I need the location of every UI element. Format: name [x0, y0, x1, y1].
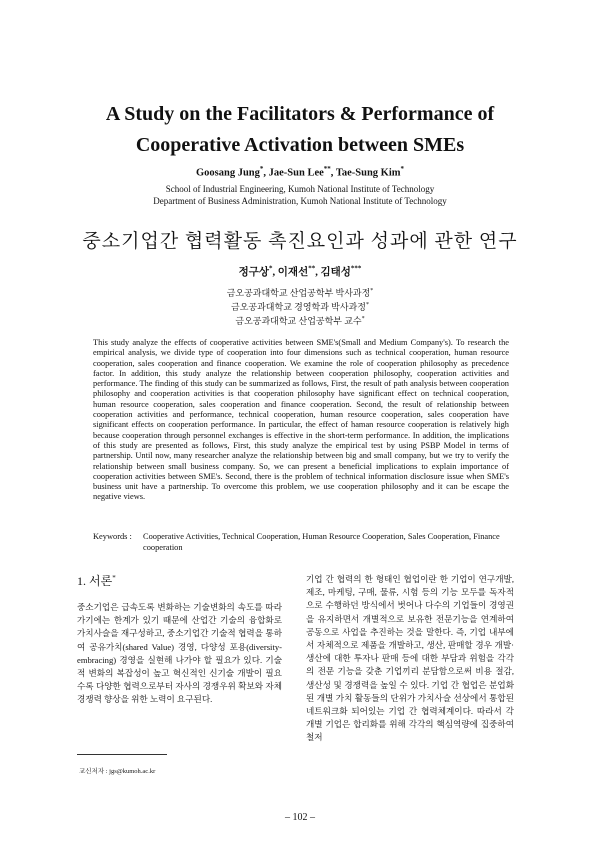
authors-ko: 정구상*, 이재선**, 김태성*** [238, 264, 362, 278]
affiliation-ko-3-mark: * [361, 316, 365, 322]
footnote-divider [77, 754, 167, 755]
affiliation-ko-2-mark: * [365, 302, 369, 308]
keywords [93, 531, 513, 553]
page-number: – 102 – [285, 812, 315, 823]
author-en-2-mark: ** [323, 165, 331, 173]
title-en-line-1: A Study on the Facilitators & Performance of [105, 103, 495, 125]
keywords-text: Cooperative Activities, Technical Cooperation, Human Resource Cooperation, Sales Cooperation, Finance cooperation [143, 532, 500, 552]
author-ko-2: 이재선 [277, 267, 309, 278]
title-en-line-2: Cooperative Activation between SMEs [135, 134, 465, 156]
author-ko-3-mark: *** [350, 264, 362, 273]
author-en-3-mark: * [400, 165, 404, 173]
affiliation-ko-1 [0, 285, 600, 299]
affiliation-ko-3-text: 금오공과대학교 산업공학부 교수 [235, 316, 362, 326]
affiliation-ko-3 [0, 313, 600, 327]
abstract: This study analyze the effects of cooperative activities between SME's(Small and Medium Company's). To research the empirical analysis, we divide type of cooperation into four dimensions such as technical cooperation, human resource cooperation, sales cooperation and finance cooperation. We examine the role of cooperation philosophy as precedence factor. In addition, this study analyze the relationship between cooperation philosophy, cooperation activities and performance. The finding of this study can be summarized as follows, First, the result of path analysis between cooperation philosophy and cooperation activities is that cooperation philosophy have significant effect on technical cooperation, human resource cooperation, sales cooperation and finance cooperation. Second, the result of relationship between cooperation activities and performance, technical cooperation, human resource cooperation, sales cooperation have significant effects on cooperation performance. In particular, the effect of haman resource cooperation is relatively high because cooperation through personnel exchanges is effective in the short-term performance. In addition, the implications of this study are presented as follows, First, this study analyze the empirical test by using PSBP Model in terms of partnership. Until now, many researcher analyze the relationship between big and small company, but we try to verify the relationship between small business company. So, we can present a beneficial implications to explain importance of cooperation activities between SME's. Second, there is the problem of technical information disclosure issue when SME's business unit have a partnership. To overcome this problem, we use cooperation philosophy and it can be escape the negative views. [93, 338, 509, 502]
affiliation-ko-2 [0, 299, 600, 313]
author-en-3: Tae-Sung Kim [335, 167, 401, 179]
author-en-1-mark: * [259, 165, 264, 173]
author-ko-1: 정구상 [238, 267, 270, 278]
affiliation-en-1: School of Industrial Engineering, Kumoh National Institute of Technology [165, 184, 435, 194]
body-column-left: 중소기업은 급속도록 변화하는 기술변화의 속도를 따라가기에는 한계가 있기 때문에 산업간 기술의 융합화로 가치사슬을 재구성하고, 중소기업간 기술적 협력을 통하여 공유가치(shared Value) 경영, 다양성 포용(diversity-embracing) 경영을 실현해 나가야 할 필요가 있다. 기술적 변화의 복잡성이 높고 혁신적인 신기술 개발이 필요수록 다양한 협력으로부터 자사의 경쟁우위 확보와 자체 경쟁력 향상을 위한 노력이 요구된다. [77, 602, 282, 705]
author-en-1: Goosang Jung [195, 167, 260, 179]
author-ko-3: 김태성 [320, 267, 351, 278]
affiliation-en-2: Department of Business Administration, Kumoh National Institute of Technology [153, 196, 447, 206]
author-en-2: Jae-Sun Lee [268, 167, 324, 179]
keywords-label: Keywords : [93, 532, 132, 541]
affiliation-ko-1-text: 금오공과대학교 산업공학부 박사과정 [226, 288, 371, 298]
section-heading-introduction [77, 572, 116, 589]
affiliation-ko-1-mark: * [370, 288, 374, 294]
affiliation-ko-2-text: 금오공과대학교 경영학과 박사과정 [231, 302, 366, 312]
title-ko: 중소기업간 협력활동 촉진요인과 성과에 관한 연구 [82, 231, 518, 252]
affiliations-ko [0, 285, 600, 327]
section-heading-text: 1. 서론 [77, 574, 113, 588]
author-ko-1-mark: * [269, 264, 273, 273]
authors-en: Goosang Jung*, Jae-Sun Lee**, Tae-Sung Kim* [195, 165, 404, 179]
section-heading-mark: * [112, 574, 116, 582]
affiliations-en [0, 183, 600, 207]
author-ko-2-mark: ** [308, 264, 316, 273]
footnote-corresponding-author: 교신저자 : jgs@kumoh.ac.kr [79, 768, 156, 775]
body-column-right: 기업 간 협력의 한 형태인 협업이란 한 기업이 연구개발, 제조, 마케팅, 구매, 물류, 시험 등의 기능 모두를 독자적으로 수행하던 방식에서 벗어나 다수의 기업들이 경영권을 유지하면서 개별적으로 보유한 전문기능을 연계하여 공동으로 사업을 추진하는 것을 말한다. 즉, 기업 내부에서 자체적으로 제품을 개발하고, 생산, 판매할 경우 개발·생산에 대한 투자나 판매 등에 대한 부담과 위험을 각각의 전문 기능을 갖춘 기업끼리 분담함으로써 비용 절감, 생산성 및 경쟁력을 높일 수 있다. 기업 간 협업은 분업화된 개별 가치 활동들의 단위가 가치사슬 선상에서 통합된 네트워크화 되어있는 기업 간 협력체계이다. 따라서 각 개별 기업은 합리화를 위해 각각의 핵심역량에 집중하여 철저 [306, 574, 514, 743]
